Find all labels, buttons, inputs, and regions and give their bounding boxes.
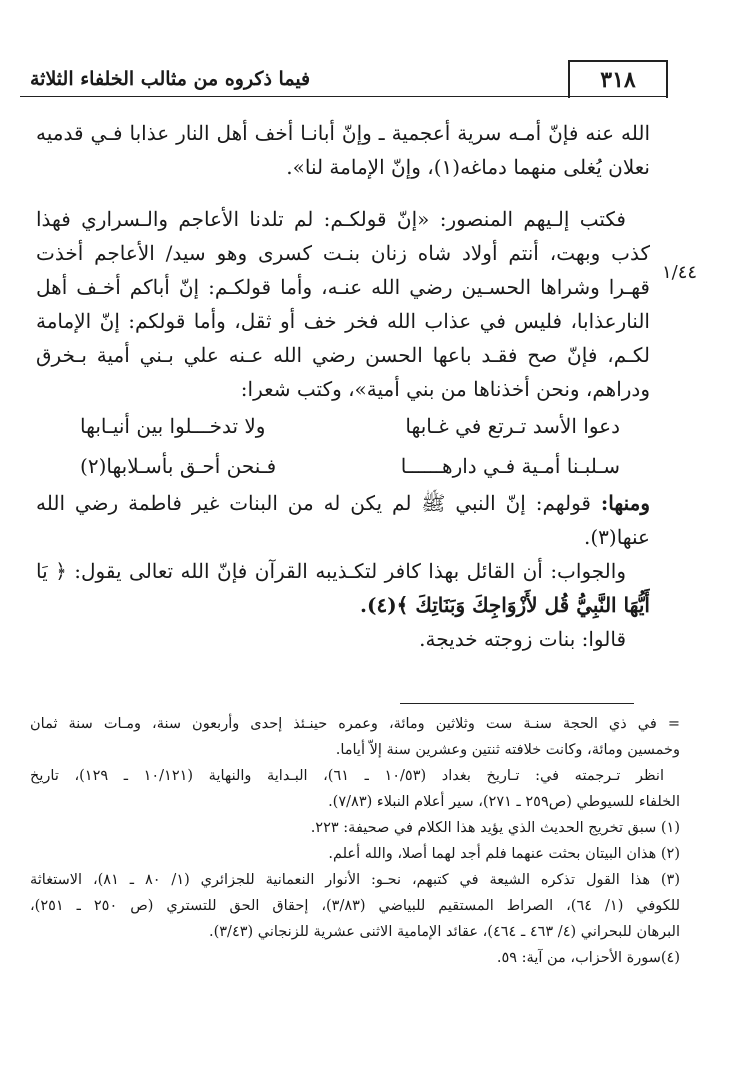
text-line: قالوا: بنات زوجته خديجة.	[419, 627, 626, 651]
quran-verse-line: أَيُّهَا النَّبِيُّ قُل لأَزْوَاجِكَ وَبَنَاتِكَ ﴾(٤).	[360, 593, 650, 617]
verse-first-hemistich: سـلبـنا أمـية فـي دارهــــــا	[400, 454, 620, 478]
verse-second-hemistich: فـنحن أحـق بأسـلابها(٢)	[80, 454, 277, 478]
main-text	[36, 116, 650, 656]
text-line: عنها(٣).	[583, 525, 650, 549]
text-line: لكـم، فإنّ صح فقـد باعها الحسن رضي الله عـنه علي بـني أمية بـخرق	[36, 343, 650, 367]
poem-verse	[36, 446, 650, 486]
text-line: نعلان يُغلى منهما دماغه(١)، وإنّ الإمامة لنا».	[286, 155, 650, 179]
text-line: فكتب إلـيهم المنصور: «إنّ قولكـم: لم تلدنا الأعاجم والـسراري فهذا	[36, 207, 626, 231]
verse-second-hemistich: ولا تدخـــلوا بين أنيـابها	[80, 414, 266, 438]
section-lead: ومنها:	[600, 491, 650, 515]
footnote-line: البرهان للبحراني (٤/ ٤٦٣ ـ ٤٦٤)، عقائد الإمامية الاثنى عشرية للزنجاني (٣/٤٣).	[208, 924, 680, 940]
footnote-line: انظر تـرجمته في: تـاريخ بغداد (١٠/٥٣ ـ ٦١)، البـداية والنهاية (١٠/١٢١ ـ ١٢٩)، تاريخ	[30, 768, 664, 784]
footnote-rule	[400, 703, 634, 704]
footnotes	[30, 711, 680, 971]
text-span: قولهم: إنّ النبي ﷺ لم يكن له من البنات غير فاطمة رضي الله	[36, 491, 591, 515]
footnote-line: (١) سبق تخريج الحديث الذي يؤيد هذا الكلام في صحيفة: ٢٢٣.	[310, 820, 680, 836]
header-rule	[20, 96, 666, 97]
page-number-box	[568, 60, 668, 98]
verse-first-hemistich: دعوا الأسد تـرتع في غـابها	[405, 414, 620, 438]
footnote-line: الخلفاء للسيوطي (ص٢٥٩ ـ ٢٧١)، سير أعلام النبلاء (٧/٨٣).	[328, 794, 680, 810]
footnote-line: (٤)سورة الأحزاب، من آية: ٥٩.	[496, 950, 680, 966]
running-title: فيما ذكروه من مثالب الخلفاء الثلاثة	[30, 68, 311, 90]
page-header	[20, 60, 660, 100]
footnote-line: = في ذي الحجة سنـة ست وثلاثين ومائة، وعمره حينـئذ إحدى وأربعون سنة، ومـات سنة ثمان	[30, 716, 680, 732]
footnote-line: (٢) هذان البيتان بحثت عنهما فلم أجد لهما أصلا، والله أعلم.	[328, 846, 680, 862]
text-line: قهـرا وشراها الحسـين رضي الله عنـه، وأما قولكـم: إنّ أباكم أخـف أهل	[36, 275, 650, 299]
text-line: الله عنه فإنّ أمـه سرية أعجمية ـ وإنّ أبانـا أخف أهل النار عذابا فـي قدميه	[36, 121, 650, 145]
margin-reference: ١/٤٤	[662, 262, 698, 283]
text-line	[36, 486, 650, 520]
page-number: ٣١٨	[600, 67, 636, 93]
text-line: كذب وبهت، أنتم أولاد شاه زنان بنـت كسرى وهو سيد/ الأعاجم أخذت	[36, 241, 650, 265]
footnote-line: (٣) هذا القول تذكره الشيعة في كتبهم، نحـو: الأنوار النعمانية للجزائري (١/ ٨٠ ـ ٨١)، الاستغاثة	[30, 872, 680, 888]
text-line: والجواب: أن القائل بهذا كافر لتكـذيبه القرآن فإنّ الله تعالى يقول: ﴿ يَا	[36, 559, 626, 583]
footnote-line: وخمسين ومائة، وكانت خلافته ثنتين وعشرين سنة إلاّ أياما.	[335, 742, 680, 758]
footnote-line: للكوفي (١/ ٦٤)، الصراط المستقيم للبياضي (٣/٨٣)، إحقاق الحق للتستري (ص ٢٥٠ ـ ٢٥١)،	[30, 898, 680, 914]
text-line: ودراهم، ونحن أخذناها من بني أمية»، وكتب شعرا:	[240, 377, 650, 401]
text-line: النارعذابا، فليس في عذاب الله فخر خف أو ثقل، وأما قولكم: إنّ الإمامة	[36, 309, 650, 333]
poem-verse	[36, 406, 650, 446]
